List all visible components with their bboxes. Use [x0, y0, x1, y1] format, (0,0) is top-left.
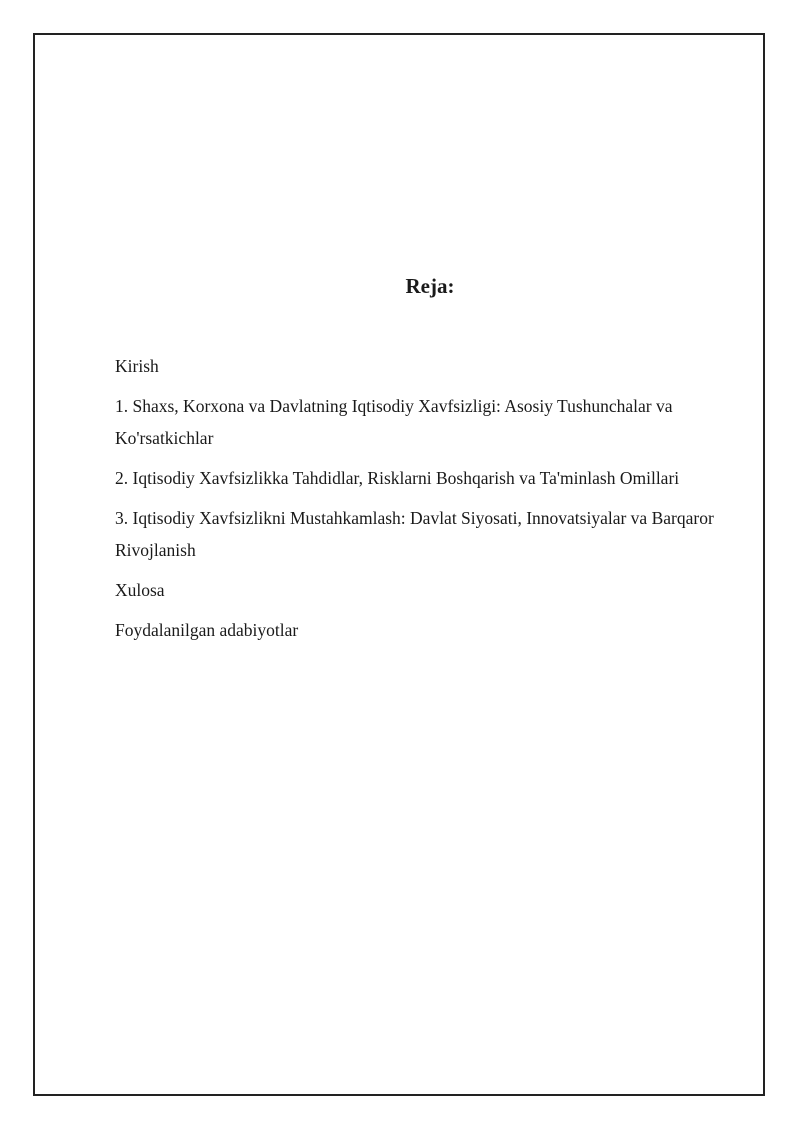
toc-item-references: Foydalanilgan adabiyotlar	[115, 620, 299, 640]
toc-item-conclusion: Xulosa	[115, 580, 165, 600]
page-title: Reja:	[405, 274, 455, 298]
table-of-contents	[115, 350, 735, 654]
toc-item-chapter-3: 3. Iqtisodiy Xavfsizlikni Mustahkamlash: Davlat Siyosati, Innovatsiyalar va Barqaror Rivojlanish	[115, 508, 714, 560]
toc-item-chapter-1: 1. Shaxs, Korxona va Davlatning Iqtisodiy Xavfsizligi: Asosiy Tushunchalar va Ko'rsatkichlar	[115, 396, 673, 448]
toc-item-chapter-2: 2. Iqtisodiy Xavfsizlikka Tahdidlar, Risklarni Boshqarish va Ta'minlash Omillari	[115, 468, 680, 488]
toc-item-introduction: Kirish	[115, 356, 159, 376]
